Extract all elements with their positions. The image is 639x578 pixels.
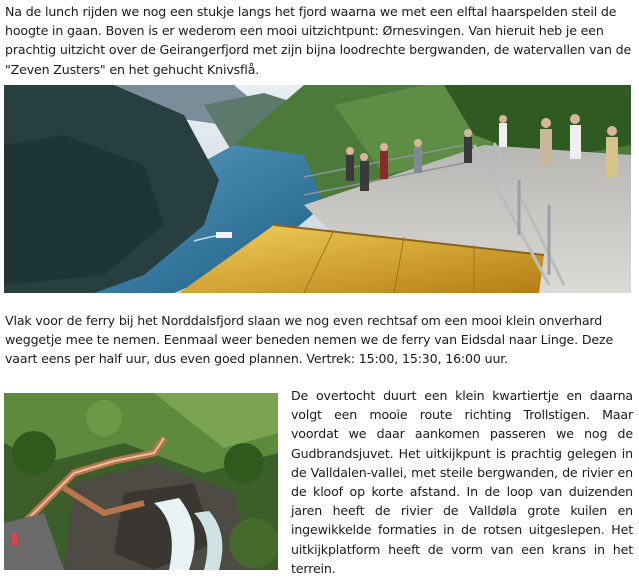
photo-gudbrandsjuvet [4,393,278,570]
paragraph-gudbrandsjuvet: De overtocht duurt een klein kwartiertje en daarna volgt een mooie route richting Trollstigen. Maar voordat we daar aankomen passeren we nog de Gudbrandsjuvet. Het uitkijkpunt is prachtig gelegen in de Valldalen-vallei, met steile bergwanden, de rivier en de kloof op korte afstand. In de loop van duizenden jaren heeft de rivier de Valldøla grote kuilen en ingewikkelde formaties in de rotsen uitgeslepen. Het uitkijkplatform heeft de vorm van een krans in het terrein. [291,388,633,576]
paragraph-ferry: Vlak voor de ferry bij het Norddalsfjord slaan we nog even rechtsaf om een mooi klein onverhard weggetje mee te nemen. Eenmaal weer beneden nemen we de ferry van Eidsdal naar Linge. Deze vaart eens per half uur, dus even goed plannen. Vertrek: 15:00, 15:30, 16:00 uur. [5,313,614,367]
paragraph-ornesvingen: Na de lunch rijden we nog een stukje langs het fjord waarna we met een elftal haarspelden steil de hoogte in gaan. Boven is er wederom een mooi uitzichtpunt: Ørnesvingen. Van hieruit heb je een prachtig uitzicht over de Geirangerfjord met zijn bijna loodrechte bergwanden, de watervallen van de "Zeven Zusters" en het gehucht Knivsflå. [5,4,632,77]
photo-ornesvingen-viewpoint [4,85,631,293]
